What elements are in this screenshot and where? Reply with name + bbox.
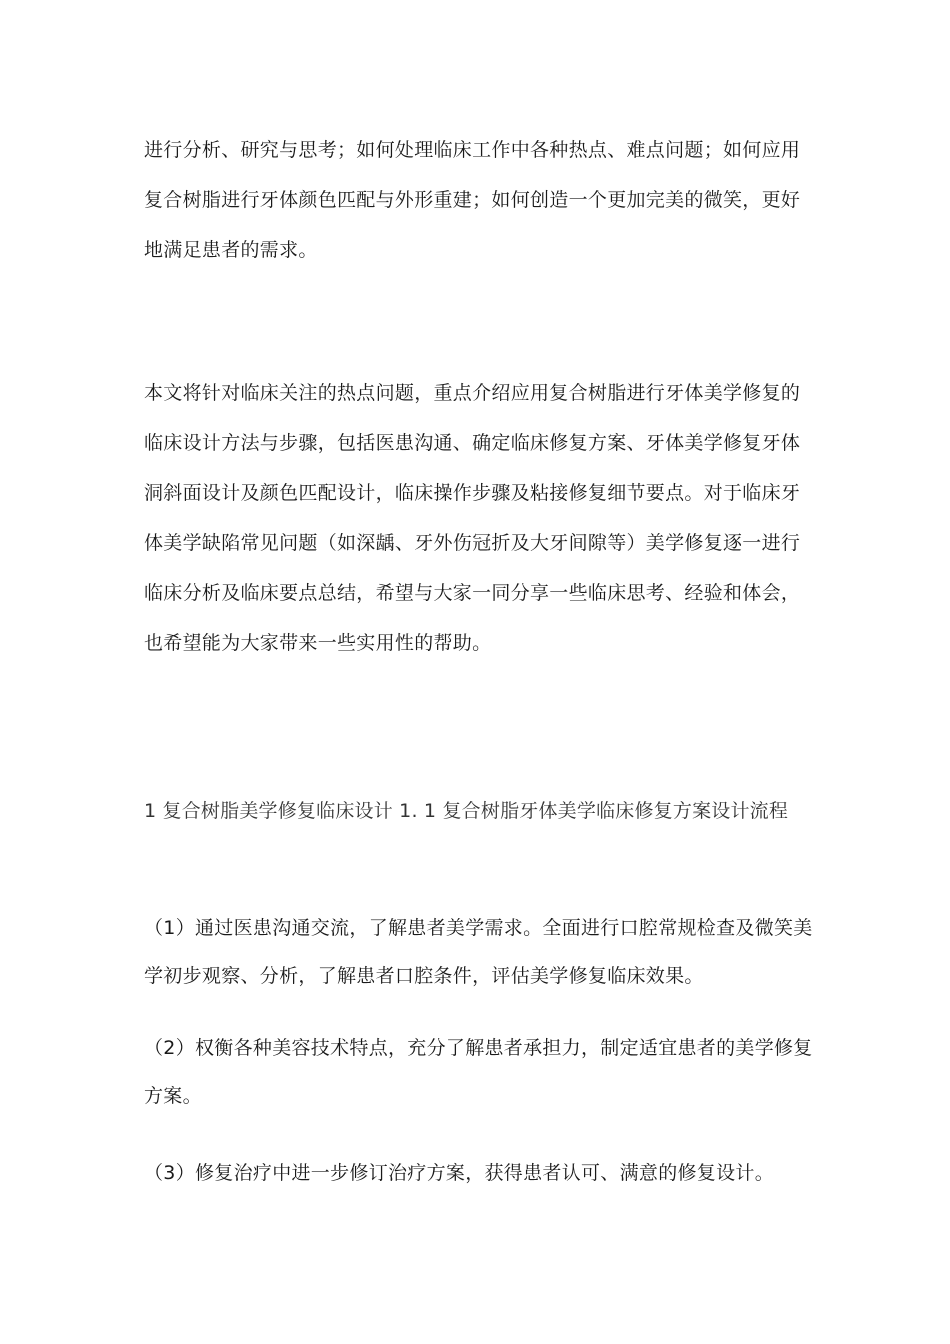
intro-paragraph [144,125,814,275]
section-heading: 1 复合树脂美学修复临床设计 1. 1 复合树脂牙体美学临床修复方案设计流程 [144,800,789,822]
paragraph-line: 洞斜面设计及颜色匹配设计，临床操作步骤及粘接修复细节要点。对于临床牙 [144,482,801,504]
step-line: （3）修复治疗中进一步修订治疗方案，获得患者认可、满意的修复设计。 [144,1162,774,1184]
step-item-1 [144,904,814,1000]
paragraph-line: 复合树脂进行牙体颜色匹配与外形重建；如何创造一个更加完美的微笑，更好 [144,189,801,211]
paragraph-line: 临床设计方法与步骤，包括医患沟通、确定临床修复方案、牙体美学修复牙体 [144,432,801,454]
paragraph-line: 也希望能为大家带来一些实用性的帮助。 [144,632,492,654]
step-item-3 [144,1149,814,1197]
paragraph-line: 地满足患者的需求。 [144,239,318,261]
step-line: 方案。 [144,1085,202,1107]
step-line: （2）权衡各种美容技术特点，充分了解患者承担力，制定适宜患者的美学修复 [144,1037,813,1059]
paragraph-line: 进行分析、研究与思考；如何处理临床工作中各种热点、难点问题；如何应用 [144,139,801,161]
step-item-2 [144,1024,814,1120]
overview-paragraph [144,368,814,668]
paragraph-line: 体美学缺陷常见问题（如深龋、牙外伤冠折及大牙间隙等）美学修复逐一进行 [144,532,801,554]
step-line: 学初步观察、分析，了解患者口腔条件，评估美学修复临床效果。 [144,965,704,987]
paragraph-line: 本文将针对临床关注的热点问题，重点介绍应用复合树脂进行牙体美学修复的 [144,382,801,404]
paragraph-line: 临床分析及临床要点总结，希望与大家一同分享一些临床思考、经验和体会， [144,582,801,604]
step-line: （1）通过医患沟通交流，了解患者美学需求。全面进行口腔常规检查及微笑美 [144,917,813,939]
